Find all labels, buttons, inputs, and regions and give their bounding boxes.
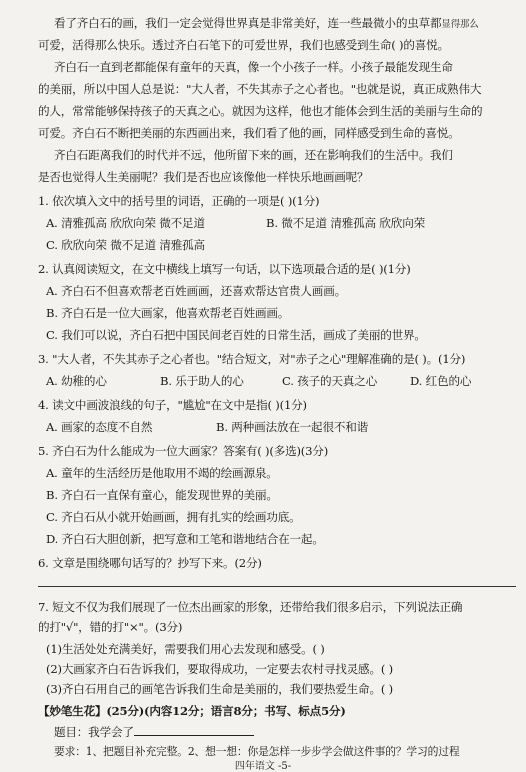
q5-option-a: A. 童年的生活经历是他取用不竭的绘画源泉。 bbox=[46, 466, 278, 480]
passage-p1-line1: 看了齐白石的画，我们一定会觉得世界真是非常美好，连一些最微小的虫草都显得那么 bbox=[54, 16, 479, 30]
q1-option-a: A. 清雅孤高 欣欣向荣 微不足道 bbox=[46, 216, 205, 230]
passage-p2-line1: 齐白石一直到老都能保有童年的天真，像一个小孩子一样。小孩子最能发现生命 bbox=[54, 60, 453, 74]
q3-option-c: C. 孩子的天真之心 bbox=[282, 374, 377, 388]
question-6: 6. 文章是围绕哪句话写的？抄写下来。(2分) bbox=[38, 556, 262, 570]
q7-item-3: (3)齐白石用自己的画笔告诉我们生命是美丽的，我们要热爱生命。( ) bbox=[46, 682, 393, 696]
writing-section-header: 【妙笔生花】(25分)(内容12分；语言8分；书写、标点5分) bbox=[38, 704, 346, 718]
passage-p2-line2: 的美丽，所以中国人总是说："大人者，不失其赤子之心者也。"也就是说，真正成熟伟大 bbox=[38, 82, 482, 96]
question-1: 1. 依次填入文中的括号里的词语，正确的一项是( )(1分) bbox=[38, 194, 320, 208]
question-4: 4. 读文中画波浪线的句子，"尴尬"在文中是指( )(1分) bbox=[38, 398, 307, 412]
passage-p2-line4: 可爱。齐白石不断把美丽的东西画出来，我们看了他的画，同样感受到生命的喜悦。 bbox=[38, 126, 460, 140]
passage-p1-line2: 可爱，活得那么快乐。透过齐白石笔下的可爱世界，我们也感受到生命( )的喜悦。 bbox=[38, 38, 449, 52]
answer-line[interactable] bbox=[38, 586, 516, 587]
q2-option-b: B. 齐白石是一位大画家，他喜欢帮老百姓画画。 bbox=[46, 306, 290, 320]
title-blank[interactable] bbox=[134, 724, 254, 736]
q5-option-d: D. 齐白石大胆创新，把写意和工笔和谐地结合在一起。 bbox=[46, 532, 324, 546]
question-7-line1: 7. 短文不仅为我们展现了一位杰出画家的形象，还带给我们很多启示，下列说法正确 bbox=[38, 600, 463, 614]
passage-p3-line1: 齐白石距离我们的时代并不远，他所留下来的画，还在影响我们的生活中。我们 bbox=[54, 148, 453, 162]
q7-item-1: (1)生活处处充满美好，需要我们用心去发现和感受。( ) bbox=[46, 642, 325, 656]
question-5: 5. 齐白石为什么能成为一位大画家？答案有( )(多选)(3分) bbox=[38, 444, 329, 458]
q2-option-c: C. 我们可以说，齐白石把中国民间老百姓的日常生活，画成了美丽的世界。 bbox=[46, 328, 426, 342]
q3-option-d: D. 红色的心 bbox=[410, 374, 472, 388]
question-2: 2. 认真阅读短文，在文中横线上填写一句话，以下选项最合适的是( )(1分) bbox=[38, 262, 411, 276]
handwritten-note: 显得那么 bbox=[441, 19, 479, 30]
writing-title bbox=[54, 724, 254, 740]
question-3: 3. "大人者，不失其赤子之心者也。"结合短文，对"赤子之心"理解准确的是( )。(1分) bbox=[38, 352, 466, 366]
q1-option-b: B. 微不足道 清雅孤高 欣欣向荣 bbox=[266, 216, 425, 230]
q5-option-c: C. 齐白石从小就开始画画，拥有扎实的绘画功底。 bbox=[46, 510, 301, 524]
writing-title-label: 题目：我学会了 bbox=[54, 725, 134, 739]
page-footer: 四年语文 -5- bbox=[234, 761, 292, 772]
q5-option-b: B. 齐白石一直保有童心，能发现世界的美丽。 bbox=[46, 488, 278, 502]
q3-option-b: B. 乐于助人的心 bbox=[160, 374, 244, 388]
q1-option-c: C. 欣欣向荣 微不足道 清雅孤高 bbox=[46, 238, 205, 252]
q7-item-2: (2)大画家齐白石告诉我们，要取得成功，一定要去农村寻找灵感。( ) bbox=[46, 662, 393, 676]
passage-p3-line2: 是否也觉得人生美丽呢？我们是否也应该像他一样快乐地画画呢？ bbox=[38, 170, 369, 184]
writing-requirements-line1: 要求：1、把题目补充完整。2、想一想：你是怎样一步步学会做这件事的？学习的过程 bbox=[54, 745, 460, 758]
passage-p2-line3: 的人，常常能够保持孩子的天真之心。就因为这样，他也才能体会到生活的美丽与生命的 bbox=[38, 104, 483, 118]
q4-option-b: B. 两种画法放在一起很不和谐 bbox=[216, 420, 369, 434]
question-7-line2: 的打"√"，错的打"×"。(3分) bbox=[38, 620, 183, 634]
q2-option-a: A. 齐白石不但喜欢帮老百姓画画，还喜欢帮达官贵人画画。 bbox=[46, 284, 346, 298]
q4-option-a: A. 画家的态度不自然 bbox=[46, 420, 153, 434]
q3-option-a: A. 幼稚的心 bbox=[46, 374, 107, 388]
